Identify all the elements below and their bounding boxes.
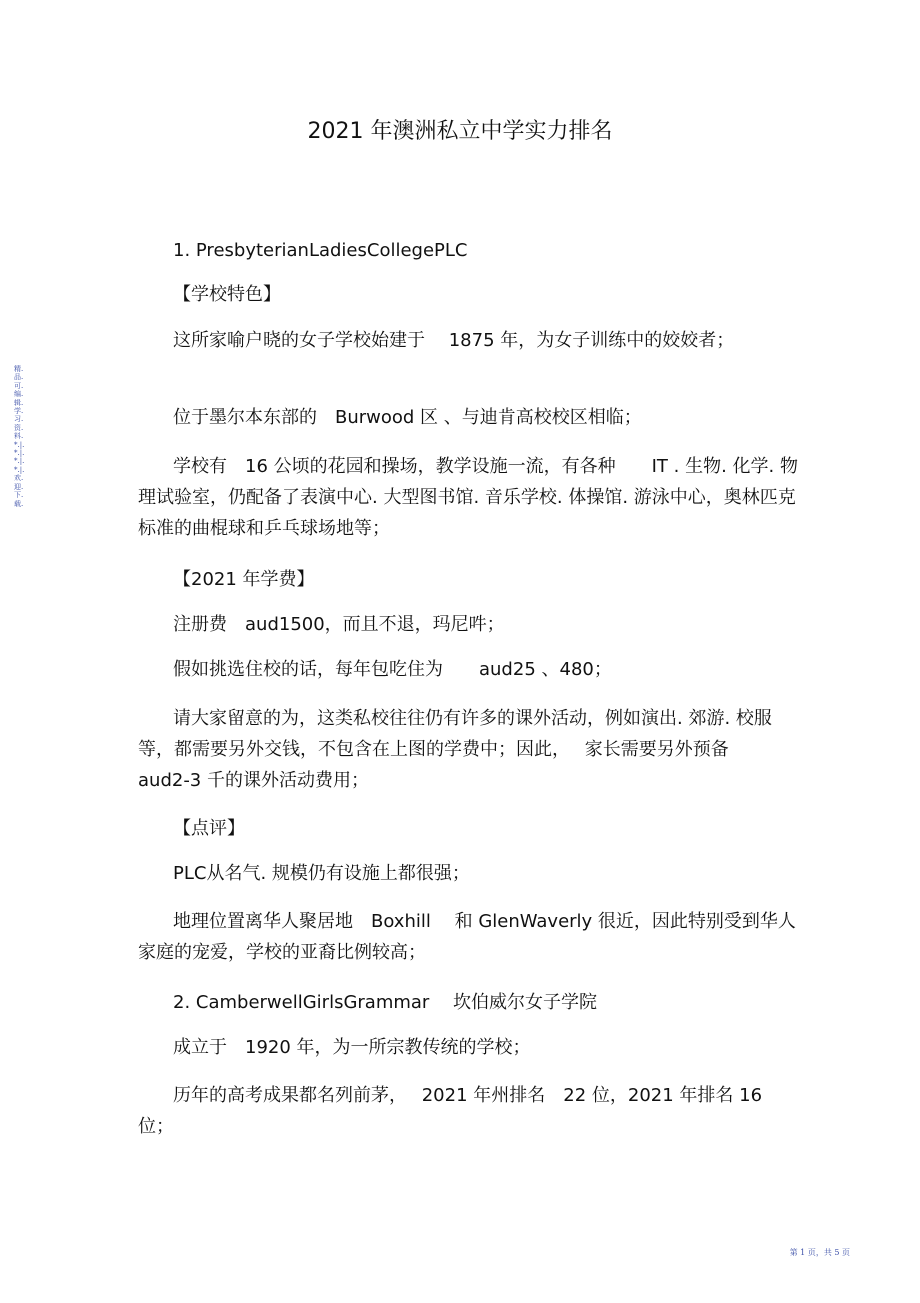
paragraph-cgg-results: 历年的高考成果都名列前茅， 2021 年州排名 22 位，2021 年排名 16 位； — [138, 1085, 763, 1137]
section-heading-cgg: 2. CamberwellGirlsGrammar 坎伯威尔女子学院 — [173, 992, 598, 1013]
subheading-school-features: 【学校特色】 — [173, 284, 281, 305]
subheading-tuition: 【2021 年学费】 — [173, 569, 315, 590]
paragraph-cgg-founded: 成立于 1920 年，为一所宗教传统的学校； — [173, 1037, 531, 1058]
page-footer: 第 1 页，共 5 页 — [789, 1248, 850, 1257]
paragraph-review-reputation: PLC从名气. 规模仍有设施上都很强； — [173, 863, 470, 884]
side-watermark-note: 精.品.可.编.辑.学.习.资.料.*.|.*.|.*.|.*.|.欢.迎.下.载. — [14, 365, 25, 508]
subheading-review: 【点评】 — [173, 818, 245, 839]
paragraph-facilities: 学校有 16 公顷的花园和操场，教学设施一流，有各种 IT . 生物. 化学. 物理试验室，仍配备了表演中心. 大型图书馆. 音乐学校. 体操馆. 游泳中心，奥林匹克标准的曲棍球和乒乓球场地等； — [138, 456, 798, 539]
paragraph-extracurricular: 请大家留意的为，这类私校往往仍有许多的课外活动，例如演出. 郊游. 校服等，都需要另外交钱，不包含在上图的学费中；因此， 家长需要另外预备 aud2-3 千的课外活动费用； — [138, 708, 772, 791]
page-title: 2021 年澳洲私立中学实力排名 — [307, 119, 613, 144]
paragraph-registration-fee: 注册费 aud1500，而且不退，玛尼吽； — [173, 614, 505, 635]
section-heading-plc: 1. PresbyterianLadiesCollegePLC — [173, 240, 468, 261]
paragraph-founded: 这所家喻户晓的女子学校始建于 1875 年，为女子训练中的姣姣者； — [173, 330, 735, 351]
paragraph-location: 位于墨尔本东部的 Burwood 区 、与迪肯高校校区相临； — [173, 407, 642, 428]
paragraph-review-location: 地理位置离华人聚居地 Boxhill 和 GlenWaverly 很近，因此特别受到华人家庭的宠爱，学校的亚裔比例较高； — [138, 911, 796, 963]
paragraph-boarding-fee: 假如挑选住校的话，每年包吃住为 aud25 、480； — [173, 659, 612, 680]
